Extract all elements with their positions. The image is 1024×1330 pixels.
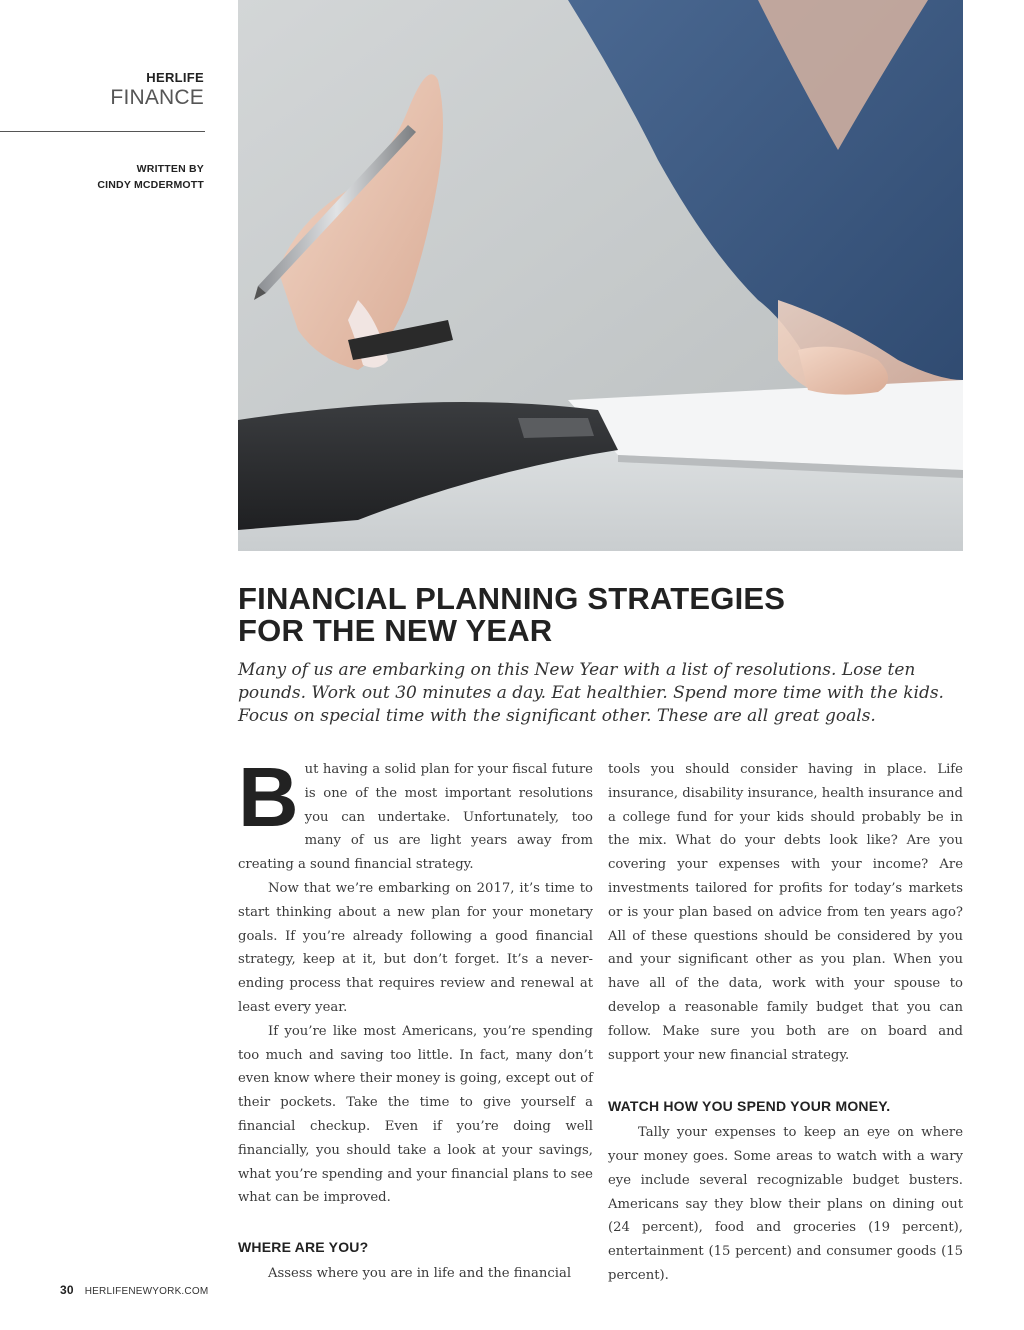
byline-label: WRITTEN BY bbox=[136, 163, 204, 175]
drop-cap: B bbox=[238, 750, 299, 844]
hero-illustration bbox=[238, 0, 963, 551]
byline bbox=[97, 161, 204, 193]
section-label bbox=[110, 70, 204, 110]
headline-line-1: FINANCIAL PLANNING STRATEGIES bbox=[238, 581, 786, 616]
section-category: FINANCE bbox=[110, 86, 204, 109]
page-number: 30 bbox=[60, 1283, 74, 1297]
paragraph-1-text: ut having a solid plan for your fiscal future is one of the most important resolutions you can undertake. Unfortunately, too many of us are light years away from creating a sound financial strategy. bbox=[238, 762, 593, 873]
headline-line-2: FOR THE NEW YEAR bbox=[238, 613, 553, 648]
article-column-right bbox=[608, 758, 963, 1288]
paragraph-5: tools you should consider having in place. Life insurance, disability insurance, health insurance and a college fund for your kids should probably be in the mix. What do your debts look like? Are you covering your expenses with your income? Are investments tailored for profits for today’s markets or is your plan based on advice from ten years ago? All of these questions should be considered by you and your significant other as you plan. When you have all of the data, work with your spouse to develop a reasonable family budget that you can follow. Make sure you both are on board and support your new financial strategy. bbox=[608, 762, 963, 1063]
page-footer bbox=[60, 1283, 208, 1297]
hero-photo bbox=[238, 0, 963, 551]
author-name: CINDY MCDERMOTT bbox=[97, 179, 204, 191]
website-link[interactable]: HERLIFENEWYORK.COM bbox=[84, 1286, 209, 1297]
article-headline bbox=[238, 583, 963, 647]
magazine-brand: HERLIFE bbox=[146, 70, 204, 85]
paragraph-4: Assess where you are in life and the financial bbox=[268, 1265, 572, 1281]
paragraph-1 bbox=[238, 750, 593, 877]
sidebar-divider bbox=[0, 131, 205, 132]
subhead-watch-spending: WATCH HOW YOU SPEND YOUR MONEY. bbox=[608, 1098, 891, 1115]
paragraph-3: If you’re like most Americans, you’re spending too much and saving too little. In fact, many don’t even know where their money is going, except out of their pockets. Take the time to give yourself a financial checkup. Even if you’re doing well financially, you should take a look at your savings, what you’re spending and your financial plans to see what can be improved. bbox=[238, 1023, 593, 1206]
calculator-keys bbox=[518, 418, 594, 438]
subhead-where-are-you: WHERE ARE YOU? bbox=[238, 1239, 369, 1256]
article-deck: Many of us are embarking on this New Year with a list of resolutions. Lose ten pounds. Work out 30 minutes a day. Eat healthier. Spend more time with the kids. Focus on special time with the significant other. These are all great goals. bbox=[238, 660, 944, 726]
paragraph-2: Now that we’re embarking on 2017, it’s time to start thinking about a new plan for your monetary goals. If you’re already following a good financial strategy, keep at it, but don’t forget. It’s a never-ending process that requires review and renewal at least every year. bbox=[238, 880, 593, 1015]
article-column-left bbox=[238, 750, 593, 1286]
paragraph-6: Tally your expenses to keep an eye on where your money goes. Some areas to watch with a wary eye include several recognizable budget busters. Americans say they blow their plans on dining out (24 percent), food and groceries (19 percent), entertainment (15 percent) and consumer goods (15 percent). bbox=[608, 1125, 963, 1283]
